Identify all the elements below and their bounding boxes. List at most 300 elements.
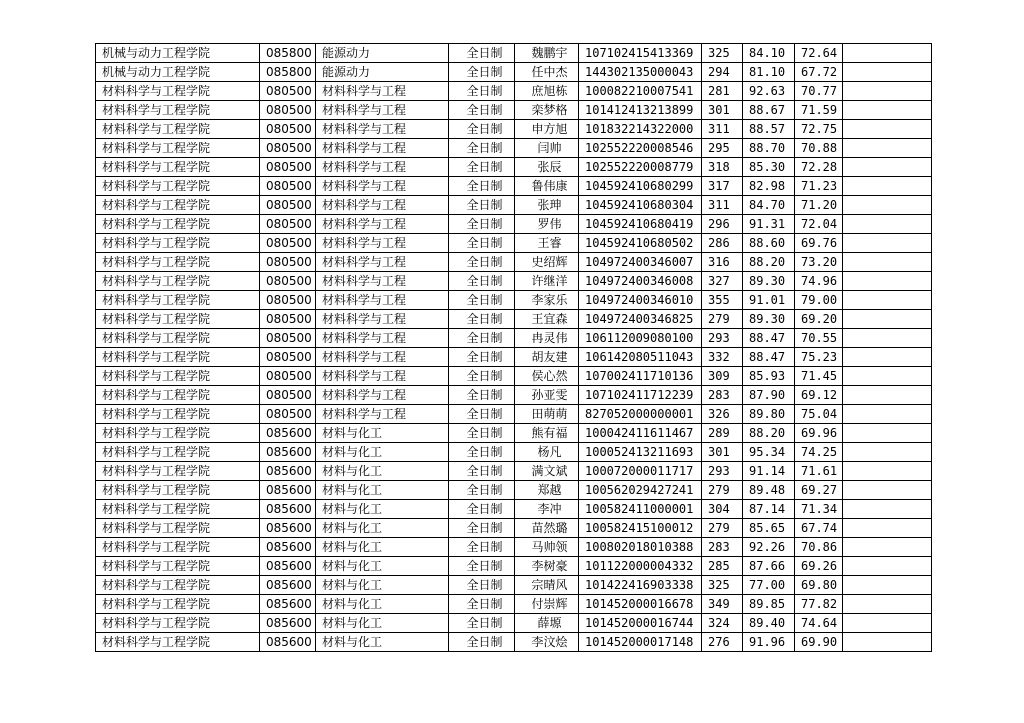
table-row — [96, 519, 932, 538]
empty-cell — [843, 329, 932, 348]
retest-score-cell: 87.66 — [743, 557, 795, 576]
student-name-cell: 田萌萌 — [515, 405, 579, 424]
empty-cell — [843, 443, 932, 462]
retest-score-cell: 85.30 — [743, 158, 795, 177]
major-code-cell: 080500 — [260, 329, 316, 348]
retest-score-cell: 91.01 — [743, 291, 795, 310]
exam-id-cell: 100582415100012 — [579, 519, 702, 538]
table-row — [96, 291, 932, 310]
retest-score-cell: 77.00 — [743, 576, 795, 595]
total-score-cell: 67.72 — [795, 63, 843, 82]
exam-id-cell: 101452000017148 — [579, 633, 702, 652]
major-name-cell: 材料与化工 — [316, 424, 449, 443]
major-name-cell: 材料科学与工程 — [316, 234, 449, 253]
total-score-cell: 71.34 — [795, 500, 843, 519]
college-cell: 材料科学与工程学院 — [96, 519, 260, 538]
initial-score-cell: 349 — [702, 595, 743, 614]
study-mode-cell: 全日制 — [449, 234, 515, 253]
college-cell: 材料科学与工程学院 — [96, 405, 260, 424]
total-score-cell: 70.77 — [795, 82, 843, 101]
initial-score-cell: 281 — [702, 82, 743, 101]
initial-score-cell: 327 — [702, 272, 743, 291]
major-code-cell: 080500 — [260, 253, 316, 272]
student-name-cell: 鲁伟康 — [515, 177, 579, 196]
retest-score-cell: 87.14 — [743, 500, 795, 519]
major-name-cell: 材料科学与工程 — [316, 177, 449, 196]
total-score-cell: 71.23 — [795, 177, 843, 196]
college-cell: 材料科学与工程学院 — [96, 310, 260, 329]
table-row — [96, 329, 932, 348]
empty-cell — [843, 253, 932, 272]
college-cell: 材料科学与工程学院 — [96, 614, 260, 633]
table-row — [96, 272, 932, 291]
empty-cell — [843, 310, 932, 329]
total-score-cell: 71.61 — [795, 462, 843, 481]
major-code-cell: 080500 — [260, 120, 316, 139]
total-score-cell: 72.28 — [795, 158, 843, 177]
major-code-cell: 085800 — [260, 63, 316, 82]
total-score-cell: 72.04 — [795, 215, 843, 234]
total-score-cell: 74.96 — [795, 272, 843, 291]
initial-score-cell: 293 — [702, 462, 743, 481]
total-score-cell: 75.04 — [795, 405, 843, 424]
initial-score-cell: 296 — [702, 215, 743, 234]
college-cell: 材料科学与工程学院 — [96, 443, 260, 462]
retest-score-cell: 89.48 — [743, 481, 795, 500]
empty-cell — [843, 538, 932, 557]
study-mode-cell: 全日制 — [449, 329, 515, 348]
exam-id-cell: 100072000011717 — [579, 462, 702, 481]
admission-table — [95, 43, 932, 652]
college-cell: 材料科学与工程学院 — [96, 367, 260, 386]
initial-score-cell: 289 — [702, 424, 743, 443]
study-mode-cell: 全日制 — [449, 177, 515, 196]
total-score-cell: 79.00 — [795, 291, 843, 310]
major-code-cell: 080500 — [260, 177, 316, 196]
student-name-cell: 胡友建 — [515, 348, 579, 367]
table-row — [96, 386, 932, 405]
retest-score-cell: 84.70 — [743, 196, 795, 215]
student-name-cell: 李汶烩 — [515, 633, 579, 652]
study-mode-cell: 全日制 — [449, 557, 515, 576]
major-code-cell: 085600 — [260, 424, 316, 443]
major-name-cell: 材料科学与工程 — [316, 367, 449, 386]
major-code-cell: 085600 — [260, 462, 316, 481]
college-cell: 材料科学与工程学院 — [96, 101, 260, 120]
empty-cell — [843, 519, 932, 538]
initial-score-cell: 309 — [702, 367, 743, 386]
student-name-cell: 闫帅 — [515, 139, 579, 158]
student-name-cell: 薛塬 — [515, 614, 579, 633]
college-cell: 材料科学与工程学院 — [96, 215, 260, 234]
college-cell: 机械与动力工程学院 — [96, 44, 260, 63]
initial-score-cell: 325 — [702, 44, 743, 63]
total-score-cell: 69.27 — [795, 481, 843, 500]
empty-cell — [843, 500, 932, 519]
major-name-cell: 材料与化工 — [316, 633, 449, 652]
college-cell: 材料科学与工程学院 — [96, 348, 260, 367]
major-code-cell: 080500 — [260, 310, 316, 329]
student-name-cell: 魏鹏宇 — [515, 44, 579, 63]
major-name-cell: 材料与化工 — [316, 519, 449, 538]
student-name-cell: 王宜森 — [515, 310, 579, 329]
major-name-cell: 材料与化工 — [316, 500, 449, 519]
exam-id-cell: 100802018010388 — [579, 538, 702, 557]
table-row — [96, 633, 932, 652]
empty-cell — [843, 291, 932, 310]
study-mode-cell: 全日制 — [449, 44, 515, 63]
major-name-cell: 能源动力 — [316, 63, 449, 82]
exam-id-cell: 107002411710136 — [579, 367, 702, 386]
exam-id-cell: 101412413213899 — [579, 101, 702, 120]
empty-cell — [843, 367, 932, 386]
empty-cell — [843, 462, 932, 481]
major-code-cell: 080500 — [260, 405, 316, 424]
major-name-cell: 材料科学与工程 — [316, 348, 449, 367]
study-mode-cell: 全日制 — [449, 120, 515, 139]
student-name-cell: 张珅 — [515, 196, 579, 215]
total-score-cell: 75.23 — [795, 348, 843, 367]
major-name-cell: 材料科学与工程 — [316, 405, 449, 424]
college-cell: 材料科学与工程学院 — [96, 538, 260, 557]
major-code-cell: 085600 — [260, 481, 316, 500]
study-mode-cell: 全日制 — [449, 386, 515, 405]
retest-score-cell: 89.85 — [743, 595, 795, 614]
major-code-cell: 080500 — [260, 234, 316, 253]
retest-score-cell: 85.93 — [743, 367, 795, 386]
student-name-cell: 罗伟 — [515, 215, 579, 234]
empty-cell — [843, 139, 932, 158]
exam-id-cell: 106112009080100 — [579, 329, 702, 348]
table-row — [96, 196, 932, 215]
empty-cell — [843, 386, 932, 405]
college-cell: 材料科学与工程学院 — [96, 291, 260, 310]
initial-score-cell: 316 — [702, 253, 743, 272]
major-code-cell: 085600 — [260, 557, 316, 576]
major-name-cell: 材料与化工 — [316, 595, 449, 614]
initial-score-cell: 276 — [702, 633, 743, 652]
table-row — [96, 462, 932, 481]
exam-id-cell: 100562029427241 — [579, 481, 702, 500]
total-score-cell: 77.82 — [795, 595, 843, 614]
major-name-cell: 材料与化工 — [316, 576, 449, 595]
initial-score-cell: 279 — [702, 519, 743, 538]
retest-score-cell: 91.14 — [743, 462, 795, 481]
study-mode-cell: 全日制 — [449, 614, 515, 633]
retest-score-cell: 89.40 — [743, 614, 795, 633]
study-mode-cell: 全日制 — [449, 538, 515, 557]
table-row — [96, 443, 932, 462]
empty-cell — [843, 557, 932, 576]
table-row — [96, 234, 932, 253]
empty-cell — [843, 63, 932, 82]
study-mode-cell: 全日制 — [449, 481, 515, 500]
study-mode-cell: 全日制 — [449, 348, 515, 367]
initial-score-cell: 283 — [702, 538, 743, 557]
student-name-cell: 李家乐 — [515, 291, 579, 310]
major-code-cell: 080500 — [260, 367, 316, 386]
student-name-cell: 李树豪 — [515, 557, 579, 576]
major-name-cell: 材料科学与工程 — [316, 291, 449, 310]
major-code-cell: 085600 — [260, 500, 316, 519]
total-score-cell: 72.64 — [795, 44, 843, 63]
major-code-cell: 085600 — [260, 614, 316, 633]
major-name-cell: 材料与化工 — [316, 443, 449, 462]
college-cell: 材料科学与工程学院 — [96, 576, 260, 595]
initial-score-cell: 286 — [702, 234, 743, 253]
initial-score-cell: 304 — [702, 500, 743, 519]
exam-id-cell: 102552220008779 — [579, 158, 702, 177]
table-row — [96, 120, 932, 139]
major-code-cell: 080500 — [260, 215, 316, 234]
exam-id-cell: 827052000000001 — [579, 405, 702, 424]
student-name-cell: 庶旭栋 — [515, 82, 579, 101]
study-mode-cell: 全日制 — [449, 367, 515, 386]
table-row — [96, 177, 932, 196]
table-row — [96, 82, 932, 101]
major-code-cell: 080500 — [260, 82, 316, 101]
exam-id-cell: 104972400346825 — [579, 310, 702, 329]
total-score-cell: 69.96 — [795, 424, 843, 443]
table-row — [96, 44, 932, 63]
retest-score-cell: 91.96 — [743, 633, 795, 652]
exam-id-cell: 102552220008546 — [579, 139, 702, 158]
study-mode-cell: 全日制 — [449, 158, 515, 177]
exam-id-cell: 104592410680502 — [579, 234, 702, 253]
college-cell: 材料科学与工程学院 — [96, 158, 260, 177]
study-mode-cell: 全日制 — [449, 519, 515, 538]
major-code-cell: 080500 — [260, 158, 316, 177]
college-cell: 材料科学与工程学院 — [96, 253, 260, 272]
study-mode-cell: 全日制 — [449, 462, 515, 481]
empty-cell — [843, 82, 932, 101]
college-cell: 材料科学与工程学院 — [96, 120, 260, 139]
exam-id-cell: 104592410680304 — [579, 196, 702, 215]
retest-score-cell: 87.90 — [743, 386, 795, 405]
table-row — [96, 101, 932, 120]
study-mode-cell: 全日制 — [449, 310, 515, 329]
total-score-cell: 70.86 — [795, 538, 843, 557]
student-name-cell: 许继洋 — [515, 272, 579, 291]
major-code-cell: 080500 — [260, 196, 316, 215]
student-name-cell: 杨凡 — [515, 443, 579, 462]
table-row — [96, 405, 932, 424]
table-row — [96, 253, 932, 272]
major-code-cell: 085600 — [260, 519, 316, 538]
college-cell: 材料科学与工程学院 — [96, 329, 260, 348]
retest-score-cell: 84.10 — [743, 44, 795, 63]
major-name-cell: 材料与化工 — [316, 481, 449, 500]
major-name-cell: 材料与化工 — [316, 614, 449, 633]
empty-cell — [843, 348, 932, 367]
retest-score-cell: 91.31 — [743, 215, 795, 234]
student-name-cell: 申方旭 — [515, 120, 579, 139]
major-name-cell: 材料科学与工程 — [316, 272, 449, 291]
retest-score-cell: 81.10 — [743, 63, 795, 82]
empty-cell — [843, 215, 932, 234]
study-mode-cell: 全日制 — [449, 291, 515, 310]
exam-id-cell: 104972400346010 — [579, 291, 702, 310]
total-score-cell: 70.55 — [795, 329, 843, 348]
college-cell: 材料科学与工程学院 — [96, 82, 260, 101]
empty-cell — [843, 576, 932, 595]
total-score-cell: 69.76 — [795, 234, 843, 253]
major-code-cell: 085600 — [260, 595, 316, 614]
student-name-cell: 侯心然 — [515, 367, 579, 386]
major-code-cell: 080500 — [260, 101, 316, 120]
initial-score-cell: 301 — [702, 443, 743, 462]
college-cell: 机械与动力工程学院 — [96, 63, 260, 82]
total-score-cell: 69.90 — [795, 633, 843, 652]
major-name-cell: 材料与化工 — [316, 538, 449, 557]
student-name-cell: 付崇辉 — [515, 595, 579, 614]
major-name-cell: 材料科学与工程 — [316, 196, 449, 215]
major-name-cell: 材料科学与工程 — [316, 329, 449, 348]
college-cell: 材料科学与工程学院 — [96, 234, 260, 253]
empty-cell — [843, 234, 932, 253]
major-code-cell: 080500 — [260, 139, 316, 158]
major-name-cell: 材料科学与工程 — [316, 158, 449, 177]
college-cell: 材料科学与工程学院 — [96, 557, 260, 576]
initial-score-cell: 301 — [702, 101, 743, 120]
college-cell: 材料科学与工程学院 — [96, 177, 260, 196]
empty-cell — [843, 481, 932, 500]
retest-score-cell: 88.47 — [743, 348, 795, 367]
empty-cell — [843, 44, 932, 63]
table-row — [96, 367, 932, 386]
retest-score-cell: 88.70 — [743, 139, 795, 158]
student-name-cell: 王睿 — [515, 234, 579, 253]
total-score-cell: 71.20 — [795, 196, 843, 215]
total-score-cell: 72.75 — [795, 120, 843, 139]
retest-score-cell: 88.20 — [743, 253, 795, 272]
table-row — [96, 481, 932, 500]
major-name-cell: 材料科学与工程 — [316, 139, 449, 158]
initial-score-cell: 294 — [702, 63, 743, 82]
study-mode-cell: 全日制 — [449, 272, 515, 291]
total-score-cell: 69.20 — [795, 310, 843, 329]
table-row — [96, 215, 932, 234]
initial-score-cell: 293 — [702, 329, 743, 348]
study-mode-cell: 全日制 — [449, 196, 515, 215]
table-row — [96, 576, 932, 595]
table-row — [96, 158, 932, 177]
college-cell: 材料科学与工程学院 — [96, 462, 260, 481]
table-body — [96, 44, 932, 652]
major-code-cell: 085600 — [260, 633, 316, 652]
empty-cell — [843, 158, 932, 177]
exam-id-cell: 106142080511043 — [579, 348, 702, 367]
exam-id-cell: 104972400346008 — [579, 272, 702, 291]
retest-score-cell: 88.67 — [743, 101, 795, 120]
college-cell: 材料科学与工程学院 — [96, 481, 260, 500]
college-cell: 材料科学与工程学院 — [96, 139, 260, 158]
college-cell: 材料科学与工程学院 — [96, 386, 260, 405]
initial-score-cell: 311 — [702, 120, 743, 139]
table-row — [96, 139, 932, 158]
study-mode-cell: 全日制 — [449, 424, 515, 443]
initial-score-cell: 279 — [702, 310, 743, 329]
retest-score-cell: 88.47 — [743, 329, 795, 348]
total-score-cell: 69.12 — [795, 386, 843, 405]
exam-id-cell: 104972400346007 — [579, 253, 702, 272]
major-code-cell: 085600 — [260, 538, 316, 557]
major-name-cell: 材料科学与工程 — [316, 310, 449, 329]
study-mode-cell: 全日制 — [449, 139, 515, 158]
study-mode-cell: 全日制 — [449, 443, 515, 462]
student-name-cell: 孙亚雯 — [515, 386, 579, 405]
student-name-cell: 满文斌 — [515, 462, 579, 481]
exam-id-cell: 100082210007541 — [579, 82, 702, 101]
student-name-cell: 郑越 — [515, 481, 579, 500]
study-mode-cell: 全日制 — [449, 595, 515, 614]
study-mode-cell: 全日制 — [449, 500, 515, 519]
initial-score-cell: 283 — [702, 386, 743, 405]
total-score-cell: 74.25 — [795, 443, 843, 462]
student-name-cell: 苗然璐 — [515, 519, 579, 538]
exam-id-cell: 100052413211693 — [579, 443, 702, 462]
student-name-cell: 李冲 — [515, 500, 579, 519]
table-row — [96, 538, 932, 557]
retest-score-cell: 89.30 — [743, 272, 795, 291]
study-mode-cell: 全日制 — [449, 215, 515, 234]
exam-id-cell: 107102411712239 — [579, 386, 702, 405]
empty-cell — [843, 424, 932, 443]
empty-cell — [843, 272, 932, 291]
study-mode-cell: 全日制 — [449, 101, 515, 120]
major-name-cell: 材料科学与工程 — [316, 120, 449, 139]
major-code-cell: 085800 — [260, 44, 316, 63]
student-name-cell: 任中杰 — [515, 63, 579, 82]
table-row — [96, 500, 932, 519]
initial-score-cell: 318 — [702, 158, 743, 177]
major-code-cell: 080500 — [260, 348, 316, 367]
major-name-cell: 材料科学与工程 — [316, 386, 449, 405]
college-cell: 材料科学与工程学院 — [96, 196, 260, 215]
major-code-cell: 085600 — [260, 443, 316, 462]
major-name-cell: 材料科学与工程 — [316, 215, 449, 234]
table-row — [96, 63, 932, 82]
initial-score-cell: 285 — [702, 557, 743, 576]
empty-cell — [843, 120, 932, 139]
major-code-cell: 080500 — [260, 272, 316, 291]
exam-id-cell: 104592410680419 — [579, 215, 702, 234]
table-row — [96, 310, 932, 329]
exam-id-cell: 101452000016678 — [579, 595, 702, 614]
retest-score-cell: 85.65 — [743, 519, 795, 538]
total-score-cell: 67.74 — [795, 519, 843, 538]
empty-cell — [843, 595, 932, 614]
total-score-cell: 70.88 — [795, 139, 843, 158]
student-name-cell: 马帅领 — [515, 538, 579, 557]
college-cell: 材料科学与工程学院 — [96, 272, 260, 291]
empty-cell — [843, 196, 932, 215]
retest-score-cell: 95.34 — [743, 443, 795, 462]
retest-score-cell: 88.60 — [743, 234, 795, 253]
exam-id-cell: 100042411611467 — [579, 424, 702, 443]
exam-id-cell: 101122000004332 — [579, 557, 702, 576]
student-name-cell: 张辰 — [515, 158, 579, 177]
college-cell: 材料科学与工程学院 — [96, 595, 260, 614]
student-name-cell: 宗晴风 — [515, 576, 579, 595]
table-row — [96, 614, 932, 633]
exam-id-cell: 104592410680299 — [579, 177, 702, 196]
initial-score-cell: 324 — [702, 614, 743, 633]
exam-id-cell: 107102415413369 — [579, 44, 702, 63]
exam-id-cell: 101422416903338 — [579, 576, 702, 595]
empty-cell — [843, 177, 932, 196]
study-mode-cell: 全日制 — [449, 63, 515, 82]
